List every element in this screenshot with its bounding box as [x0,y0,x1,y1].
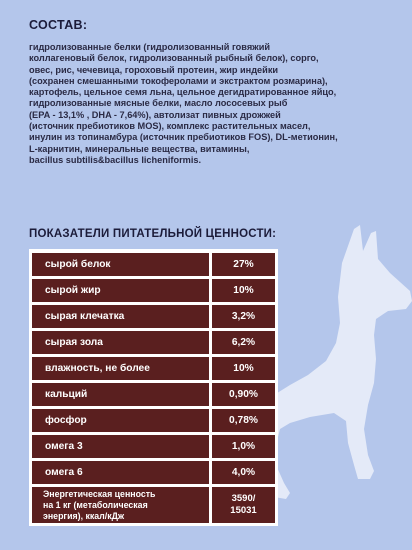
composition-title: СОСТАВ: [29,18,88,32]
nutrient-value-cell: 6,2% [212,331,275,354]
ingredients-line: гидролизованные мясные белки, масло лососевых рыб [29,98,288,109]
energy-name-line: Энергетическая ценность [43,488,156,499]
energy-name-line: энергия), ккал/кДж [43,510,125,521]
nutrient-value-cell: 4,0% [212,461,275,484]
nutrient-name-cell: фосфор [32,409,209,432]
energy-value-cell [212,487,275,523]
ingredients-text [29,42,407,166]
nutrient-value-cell: 10% [212,279,275,302]
nutrient-name-cell: сырая клечатка [32,305,209,328]
energy-name-cell [32,487,209,523]
ingredients-line: (EPA - 13,1% , DHA - 7,64%), автолизат пивных дрожжей [29,109,281,120]
ingredients-line: (сохранен смешанными токоферолами и экстрактом розмарина), [29,75,328,86]
nutrient-name-cell: сырая зола [32,331,209,354]
nutrient-name-cell: кальций [32,383,209,406]
ingredients-line: L-карнитин, минеральные вещества, витамины, [29,143,250,154]
nutrient-value-cell: 0,78% [212,409,275,432]
ingredients-line: коллагеновый белок, гидролизованный рыбный белок), сорго, [29,53,319,64]
ingredients-line: овес, рис, чечевица, гороховый протеин, жир индейки [29,64,279,75]
energy-value-line: 3590/ [231,493,256,504]
energy-name-line: на 1 кг (метаболическая [43,499,148,510]
energy-value-line: 15031 [230,505,257,516]
nutrition-table [29,249,278,526]
nutrient-value-cell: 0,90% [212,383,275,406]
nutrient-name-cell: сырой жир [32,279,209,302]
nutrient-name-cell: влажность, не более [32,357,209,380]
nutrient-value-cell: 27% [212,253,275,276]
nutrient-value-cell: 1,0% [212,435,275,458]
nutrient-value-cell: 10% [212,357,275,380]
nutrient-value-cell: 3,2% [212,305,275,328]
ingredients-line: bacillus subtilis&bacillus licheniformis. [29,154,202,165]
ingredients-line: картофель, цельное семя льна, цельное дегидратированное яйцо, [29,87,337,98]
ingredients-line: (источник пребиотиков MOS), комплекс растительных масел, [29,121,311,132]
nutrition-title: ПОКАЗАТЕЛИ ПИТАТЕЛЬНОЙ ЦЕННОСТИ: [29,228,277,240]
ingredients-line: гидролизованные белки (гидролизованный говяжий [29,42,270,52]
ingredients-line: инулин из топинамбура (источник пребиотиков FOS), DL-метионин, [29,132,338,143]
nutrient-name-cell: сырой белок [32,253,209,276]
nutrient-name-cell: омега 3 [32,435,209,458]
nutrient-name-cell: омега 6 [32,461,209,484]
